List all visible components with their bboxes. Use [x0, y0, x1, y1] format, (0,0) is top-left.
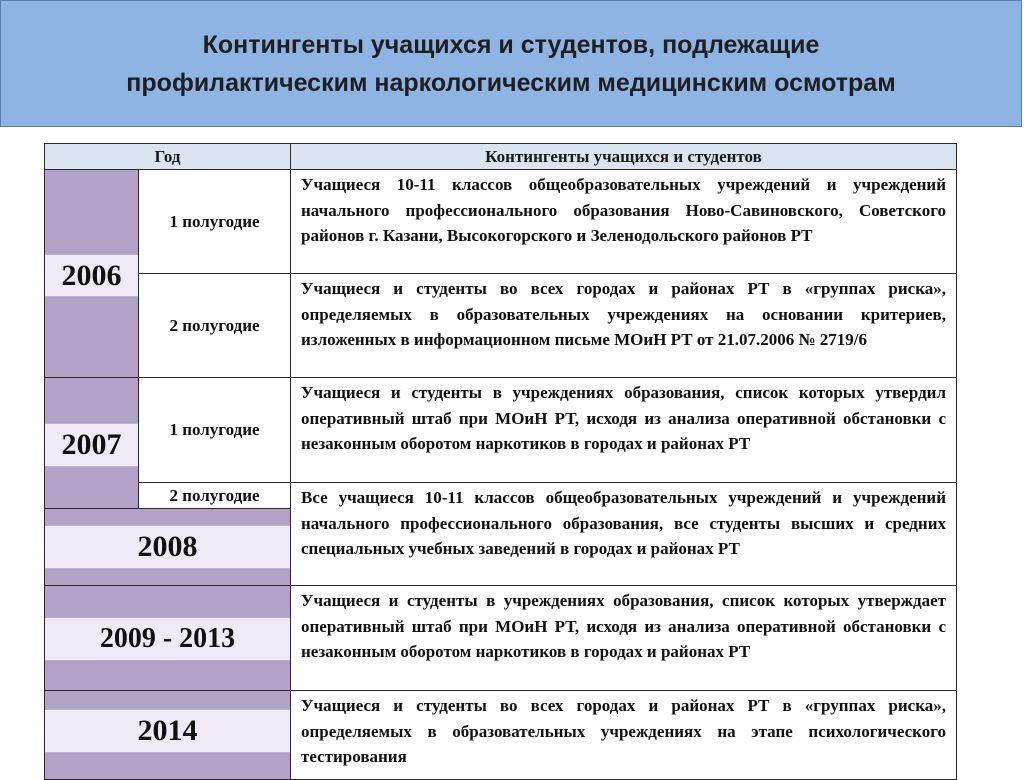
year-label-2007: 2007	[45, 423, 138, 467]
year-cell-2006	[44, 169, 139, 378]
description-2007-1: Учащиеся и студенты в учреждениях образования, список которых утвердил оперативный штаб при МОиН РТ, исходя из анализа оперативной обстановки с незаконным оборотом наркотиков в городах и районах РТ	[290, 377, 957, 483]
year-label-2006: 2006	[45, 254, 138, 297]
header-contingents: Контингенты учащихся и студентов	[290, 143, 957, 170]
contingents-table	[44, 143, 957, 773]
term-2006-2: 2 полугодие	[138, 273, 291, 378]
description-2006-2: Учащиеся и студенты во всех городах и районах РТ в «группах риска», определяемых в образовательных учреждениях на основании критериев, изложенных в информационном письме МОиН РТ от 21.07.2006 № 2719/6	[290, 273, 957, 378]
year-cell-2008	[44, 508, 291, 586]
year-label-2008: 2008	[45, 525, 290, 569]
term-2007-1: 1 полугодие	[138, 377, 291, 483]
term-2006-1: 1 полугодие	[138, 169, 291, 274]
description-2009-2013: Учащиеся и студенты в учреждениях образования, список которых утверждает оперативный штаб при МОиН РТ, исходя из анализа оперативной обстановки с незаконным оборотом наркотиков в городах и районах РТ	[290, 585, 957, 691]
year-label-2014: 2014	[45, 709, 290, 753]
slide-title: Контингенты учащихся и студентов, подлежащие профилактическим наркологическим медицинским осмотрам	[126, 30, 896, 97]
year-label-2009-2013: 2009 - 2013	[45, 617, 290, 661]
year-cell-2007	[44, 377, 139, 509]
title-banner	[0, 0, 1022, 127]
term-2007-2: 2 полугодие	[138, 482, 291, 509]
header-year: Год	[44, 143, 291, 170]
year-cell-2014	[44, 690, 291, 780]
description-2008: Все учащиеся 10-11 классов общеобразовательных учреждений и учреждений начального профессионального образования, все студенты высших и средних специальных учебных заведений в городах и районах РТ	[290, 482, 957, 586]
description-2006-1: Учащиеся 10-11 классов общеобразовательных учреждений и учреждений начального профессионального образования Ново-Савиновского, Советского районов г. Казани, Высокогорского и Зеленодольского районов РТ	[290, 169, 957, 274]
description-2014: Учащиеся и студенты во всех городах и районах РТ в «группах риска», определяемых в образовательных учреждениях на этапе психологического тестирования	[290, 690, 957, 780]
year-cell-2009-2013	[44, 585, 291, 691]
